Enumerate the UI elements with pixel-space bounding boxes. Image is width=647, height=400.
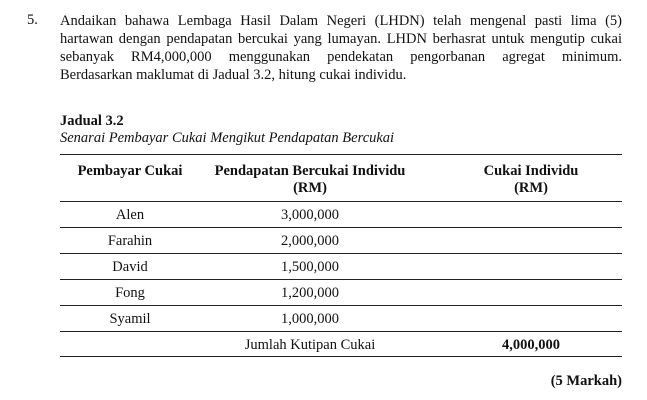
table-label: Jadual 3.2 (60, 113, 124, 129)
row-name: Fong (115, 285, 145, 301)
row-rule (60, 253, 622, 254)
table-bottom-rule (60, 356, 622, 357)
question-line: hartawan dengan pendapatan bercukai yang lumayan. LHDN berhasrat untuk mengutip cukai (60, 31, 622, 47)
row-rule (60, 279, 622, 280)
header-income-line2: (RM) (293, 180, 327, 196)
header-tax (440, 163, 622, 197)
row-rule (60, 227, 622, 228)
row-name: David (112, 259, 148, 275)
question-line: sebanyak RM4,000,000 menggunakan pendekatan pengorbanan agregat minimum. (60, 49, 622, 65)
table-top-rule (60, 154, 622, 155)
row-rule (60, 331, 622, 332)
row-income: 1,000,000 (281, 311, 339, 327)
row-name: Farahin (107, 233, 153, 249)
question-line: Andaikan bahawa Lembaga Hasil Dalam Negeri (LHDN) telah mengenal pasti lima (5) (60, 13, 622, 29)
row-income: 3,000,000 (281, 207, 339, 223)
row-income: 1,500,000 (281, 259, 339, 275)
question-number: 5. (27, 12, 38, 28)
total-value: 4,000,000 (502, 337, 560, 353)
row-name: Syamil (109, 311, 151, 327)
header-rule (60, 201, 622, 202)
header-tax-line2: (RM) (514, 180, 548, 196)
table-caption: Senarai Pembayar Cukai Mengikut Pendapatan Bercukai (60, 130, 395, 146)
header-income-line1: Pendapatan Bercukai Individu (214, 163, 406, 179)
marks-label: (5 Markah) (550, 373, 622, 389)
total-label: Jumlah Kutipan Cukai (244, 337, 376, 353)
header-income (200, 163, 420, 197)
row-rule (60, 305, 622, 306)
header-tax-line1: Cukai Individu (483, 163, 579, 179)
question-line: Berdasarkan maklumat di Jadual 3.2, hitung cukai individu. (60, 67, 407, 83)
row-name: Alen (115, 207, 145, 223)
row-income: 2,000,000 (281, 233, 339, 249)
row-income: 1,200,000 (281, 285, 339, 301)
header-taxpayer: Pembayar Cukai (77, 163, 183, 179)
question-text (60, 12, 622, 84)
